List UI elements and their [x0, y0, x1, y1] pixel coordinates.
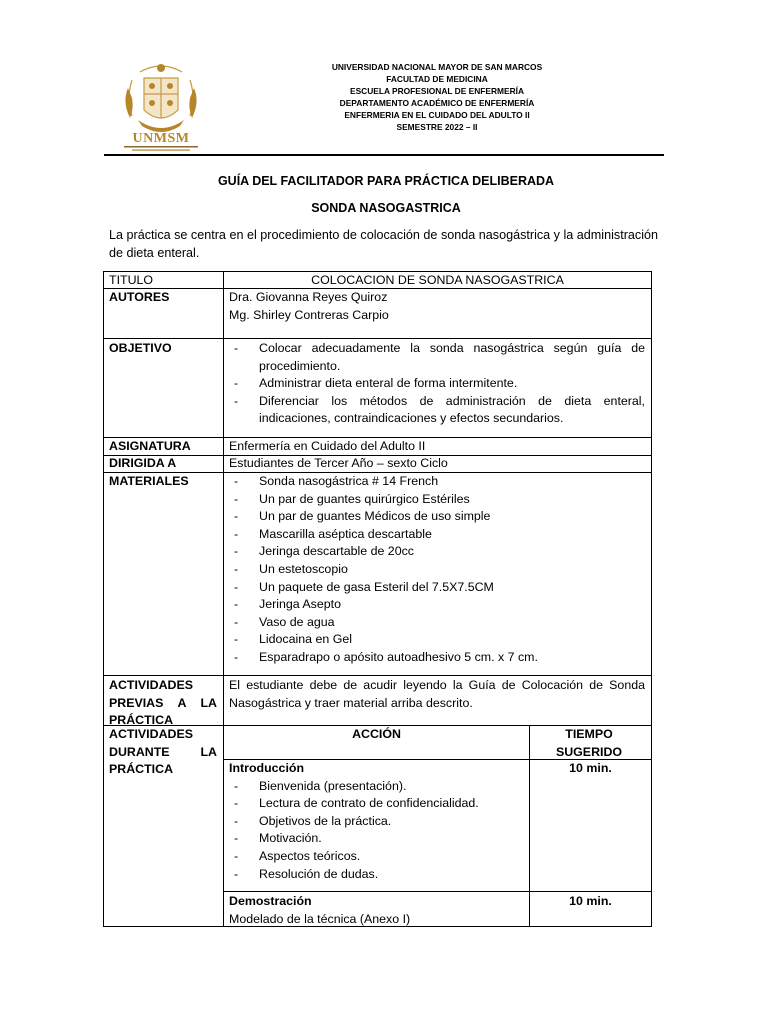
accion-header: ACCIÓN [352, 727, 401, 741]
asignatura-label: ASIGNATURA [109, 439, 191, 453]
demostracion-desc: Modelado de la técnica (Anexo I) [229, 911, 411, 926]
asignatura-value: Enfermería en Cuidado del Adulto II [229, 439, 426, 453]
tiempo-header: TIEMPO SUGERIDO [555, 727, 623, 759]
material-item: - Un estetoscopio [229, 561, 645, 579]
intro-paragraph: La práctica se centra en el procedimiento de colocación de sonda nasogástrica y la administración de dieta enteral. [109, 228, 658, 260]
demostracion-block [229, 893, 525, 928]
dirigida-label: DIRIGIDA A [109, 456, 177, 470]
intro-step: - Objetivos de la práctica. [229, 813, 525, 831]
material-item: - Un par de guantes quirúrgico Estériles [229, 491, 645, 509]
intro-step: - Bienvenida (presentación). [229, 778, 525, 796]
material-item: - Sonda nasogástrica # 14 French [229, 473, 645, 491]
introduccion-list [229, 778, 525, 884]
material-item: - Mascarilla aséptica descartable [229, 526, 645, 544]
demostracion-title: Demostración [229, 894, 312, 908]
material-item: - Vaso de agua [229, 614, 645, 632]
intro-step: - Lectura de contrato de confidencialidad. [229, 795, 525, 813]
intro-step: - Resolución de dudas. [229, 866, 525, 884]
material-item: - Lidocaina en Gel [229, 631, 645, 649]
document-subtitle: SONDA NASOGASTRICA [311, 201, 461, 215]
previas-value: El estudiante debe de acudir leyendo la Guía de Colocación de Sonda Nasogástrica y traer material arriba descrito. [229, 678, 645, 710]
introduccion-time: 10 min. [569, 761, 612, 775]
author-2: Mg. Shirley Contreras Carpio [229, 307, 389, 322]
intro-step: - Aspectos teóricos. [229, 848, 525, 866]
material-item: - Esparadrapo o apósito autoadhesivo 5 cm. x 7 cm. [229, 649, 645, 667]
materiales-label: MATERIALES [109, 474, 189, 488]
guide-title: GUÍA DEL FACILITADOR PARA PRÁCTICA DELIBERADA [217, 174, 555, 188]
logo-text: UNMSM [132, 131, 190, 146]
objective-item: - Administrar dieta enteral de forma intermitente. [229, 375, 645, 393]
objective-item: - Diferenciar los métodos de administración de dieta enteral, indicaciones, contraindicaciones y efectos secundarios. [229, 393, 645, 428]
introduccion-title: Introducción [229, 761, 305, 775]
previas-label: ACTIVIDADES PREVIAS A LA PRÁCTICA [109, 678, 217, 728]
department-name: DEPARTAMENTO ACADÉMICO DE ENFERMERÍA [339, 98, 535, 109]
titulo-value: COLOCACION DE SONDA NASOGASTRICA [311, 273, 564, 287]
durante-label: ACTIVIDADES DURANTE LA PRÁCTICA [109, 727, 217, 777]
school-name: ESCUELA PROFESIONAL DE ENFERMERÍA [349, 86, 525, 97]
material-item: - Jeringa descartable de 20cc [229, 543, 645, 561]
author-1: Dra. Giovanna Reyes Quiroz [229, 290, 388, 304]
materiales-list [229, 473, 645, 667]
university-name: UNIVERSIDAD NACIONAL MAYOR DE SAN MARCOS [331, 62, 543, 72]
introduccion-block [229, 760, 525, 883]
autores-label: AUTORES [109, 290, 170, 304]
material-item: - Jeringa Asepto [229, 596, 645, 614]
autores-list [229, 289, 645, 324]
semester: SEMESTRE 2022 – II [396, 122, 478, 133]
dirigida-value: Estudiantes de Tercer Año – sexto Ciclo [229, 456, 448, 470]
titulo-label: TITULO [109, 273, 154, 287]
intro-step: - Motivación. [229, 830, 525, 848]
course-name: ENFERMERIA EN EL CUIDADO DEL ADULTO II [344, 110, 530, 121]
objetivos-list [229, 340, 645, 428]
faculty-name: FACULTAD DE MEDICINA [386, 74, 488, 85]
objetivo-label: OBJETIVO [109, 341, 172, 355]
objective-item: - Colocar adecuadamente la sonda nasogástrica según guía de procedimiento. [229, 340, 645, 375]
demostracion-time: 10 min. [569, 894, 612, 908]
material-item: - Un paquete de gasa Esteril del 7.5X7.5CM [229, 579, 645, 597]
material-item: - Un par de guantes Médicos de uso simple [229, 508, 645, 526]
